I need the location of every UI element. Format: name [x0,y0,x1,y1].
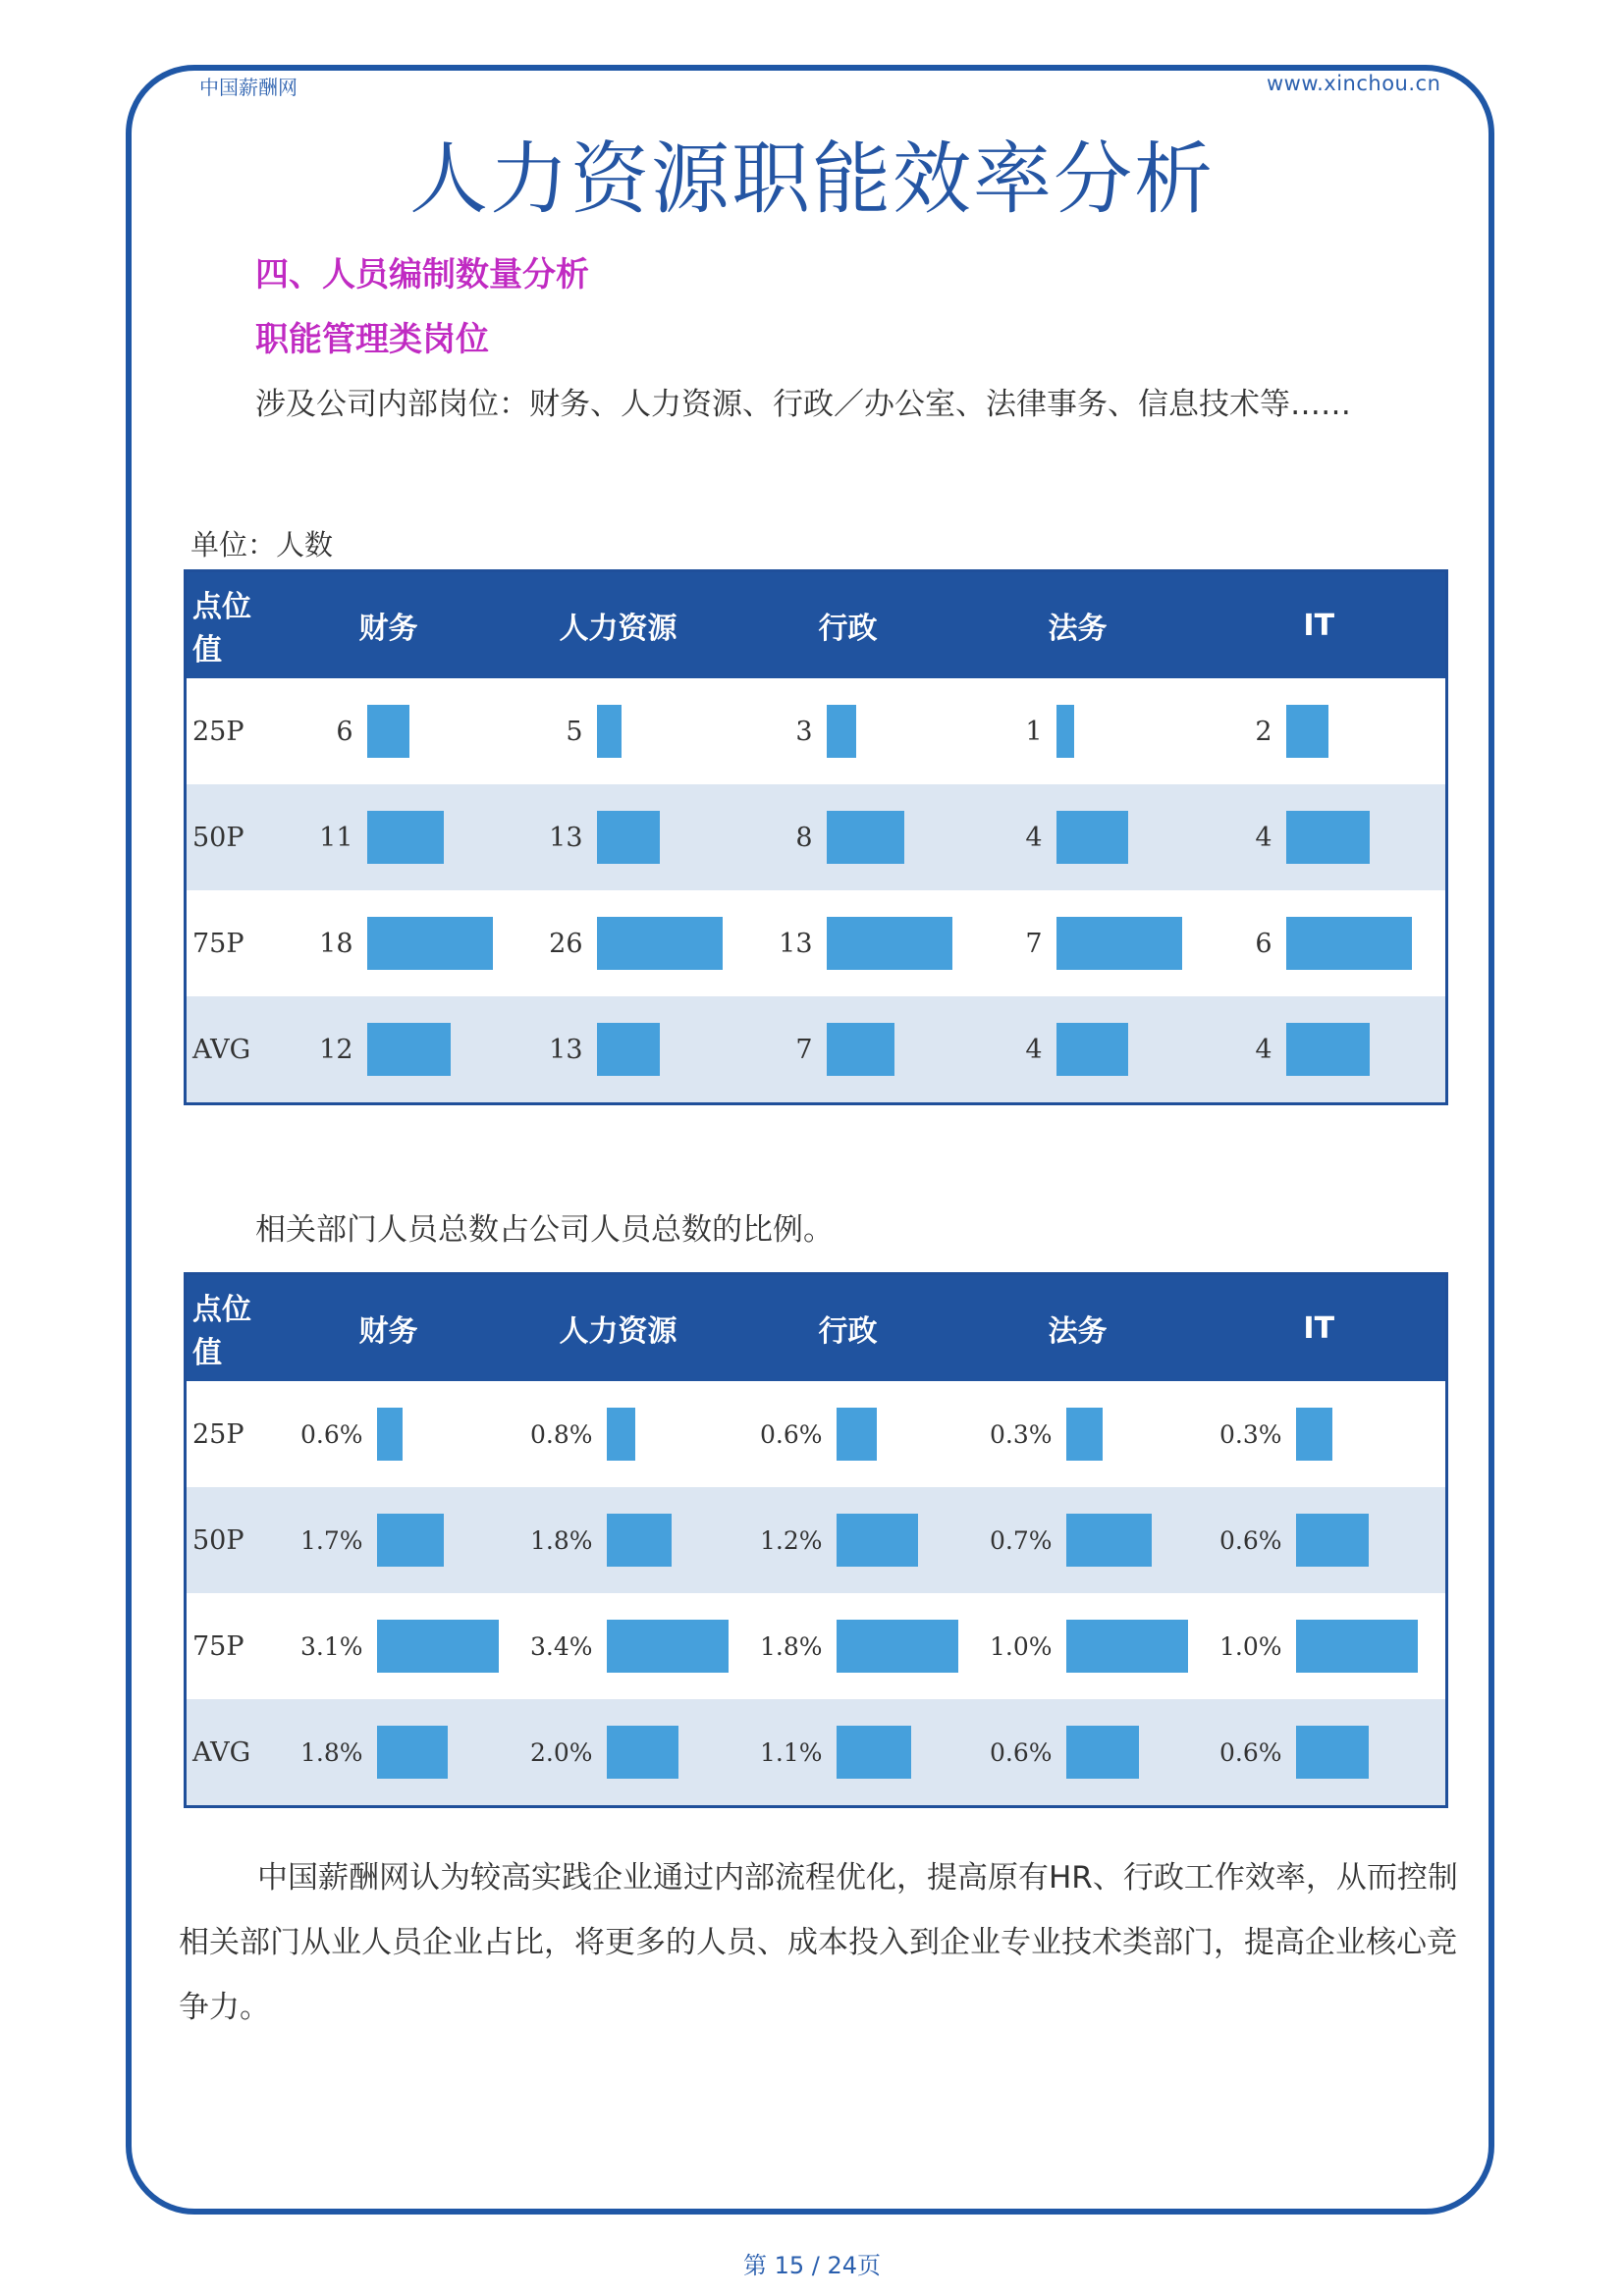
data-bar [1296,1620,1418,1673]
header-cell-2: 行政 [733,571,963,679]
cell-value: 2 [1255,716,1272,747]
data-bar [377,1620,499,1673]
cell-value: 0.3% [1218,1419,1282,1449]
cell-value: 1.8% [299,1737,363,1767]
data-cell [733,890,963,996]
row-label: 25P [186,1381,274,1487]
header-cell-2: 行政 [733,1274,963,1382]
data-bar [827,917,952,970]
data-cell [963,1381,1193,1487]
data-cell [504,890,733,996]
header-cell-point: 点位值 [186,571,274,679]
data-bar [597,917,723,970]
data-bar [837,1726,911,1779]
data-cell [504,1593,733,1699]
cell-value: 1.8% [529,1525,593,1555]
data-cell [1193,1487,1447,1593]
row-label: 50P [186,784,274,890]
data-bar [597,1023,660,1076]
row-label: 25P [186,678,274,784]
cell-value: 0.6% [1218,1737,1282,1767]
cell-value: 26 [549,928,583,959]
data-bar [1286,1023,1370,1076]
table-row [186,1381,1447,1487]
header-cell-3: 法务 [963,1274,1193,1382]
row-label: 75P [186,890,274,996]
data-bar [1296,1726,1369,1779]
data-bar [827,1023,894,1076]
data-cell [504,996,733,1104]
data-cell [1193,890,1447,996]
data-cell [504,1487,733,1593]
ratio-caption: 相关部门人员总数占公司人员总数的比例。 [255,1212,834,1248]
data-bar [1066,1726,1139,1779]
cell-value: 4 [1255,822,1272,853]
cell-value: 3.4% [529,1631,593,1661]
cell-value: 0.3% [989,1419,1053,1449]
row-label: AVG [186,1699,274,1807]
data-cell [733,784,963,890]
row-label: AVG [186,996,274,1104]
data-bar [1056,811,1128,864]
cell-value: 8 [795,822,813,853]
unit-label: 单位：人数 [190,528,334,561]
data-bar [607,1514,672,1567]
cell-value: 1.8% [759,1631,823,1661]
data-cell [733,1487,963,1593]
header-cell-4: IT [1193,571,1447,679]
data-bar [837,1620,958,1673]
data-bar [367,917,493,970]
data-cell [274,996,504,1104]
cell-value: 1.1% [759,1737,823,1767]
table-row [186,678,1447,784]
data-bar [597,705,622,758]
section-heading: 四、人员编制数量分析 [255,255,589,294]
data-cell [274,890,504,996]
data-bar [1286,705,1328,758]
site-url[interactable]: www.xinchou.cn [1267,72,1441,95]
data-bar [607,1726,678,1779]
cell-value: 13 [549,822,583,853]
cell-value: 2.0% [529,1737,593,1767]
data-cell [1193,1699,1447,1807]
cell-value: 3 [795,716,813,747]
table-header-row [186,1274,1447,1382]
data-bar [607,1620,729,1673]
cell-value: 4 [1025,822,1043,853]
cell-value: 7 [795,1034,813,1065]
table-row [186,1593,1447,1699]
cell-value: 0.6% [299,1419,363,1449]
data-cell [274,1593,504,1699]
table-row [186,996,1447,1104]
data-cell [963,1487,1193,1593]
data-cell [733,1593,963,1699]
data-bar [837,1514,918,1567]
data-cell [963,1593,1193,1699]
data-cell [1193,996,1447,1104]
cell-value: 1.0% [1218,1631,1282,1661]
data-bar [367,811,444,864]
data-bar [1286,811,1370,864]
cell-value: 0.6% [1218,1525,1282,1555]
data-bar [1296,1408,1332,1461]
table-row [186,890,1447,996]
row-label: 50P [186,1487,274,1593]
row-label: 75P [186,1593,274,1699]
data-cell [274,1381,504,1487]
header-cell-3: 法务 [963,571,1193,679]
cell-value: 0.8% [529,1419,593,1449]
data-bar [377,1514,444,1567]
cell-value: 6 [336,716,353,747]
data-cell [963,890,1193,996]
data-bar [1066,1514,1152,1567]
data-bar [377,1408,403,1461]
data-cell [963,784,1193,890]
conclusion-paragraph: 中国薪酬网认为较高实践企业通过内部流程优化，提高原有HR、行政工作效率，从而控制相关部门从业人员企业占比，将更多的人员、成本投入到企业专业技术类部门，提高企业核心竞争力。 [179,1860,1458,2025]
table-row [186,1699,1447,1807]
cell-value: 0.7% [989,1525,1053,1555]
data-cell [504,784,733,890]
header-cell-1: 人力资源 [504,1274,733,1382]
cell-value: 13 [549,1034,583,1065]
data-bar [1286,917,1412,970]
data-bar [1056,917,1182,970]
cell-value: 1 [1025,716,1043,747]
subheading: 职能管理类岗位 [255,320,489,359]
cell-value: 1.0% [989,1631,1053,1661]
data-bar [827,811,904,864]
page-title: 人力资源职能效率分析 [409,133,1215,225]
data-bar [597,811,660,864]
cell-value: 4 [1255,1034,1272,1065]
data-bar [1056,1023,1128,1076]
cell-value: 12 [319,1034,353,1065]
data-cell [1193,784,1447,890]
data-cell [733,996,963,1104]
cell-value: 18 [319,928,353,959]
cell-value: 4 [1025,1034,1043,1065]
cell-value: 3.1% [299,1631,363,1661]
data-cell [504,1381,733,1487]
data-cell [274,1699,504,1807]
data-cell [504,1699,733,1807]
cell-value: 1.7% [299,1525,363,1555]
cell-value: 0.6% [759,1419,823,1449]
data-bar [377,1726,448,1779]
cell-value: 5 [566,716,583,747]
data-cell [733,1699,963,1807]
data-bar [607,1408,635,1461]
ratio-table [184,1272,1448,1808]
data-cell [504,678,733,784]
data-cell [963,678,1193,784]
page-number: 第 15 / 24页 [742,2252,882,2279]
data-cell [274,784,504,890]
site-name: 中国薪酬网 [199,76,298,99]
cell-value: 6 [1255,928,1272,959]
table-row [186,784,1447,890]
data-cell [733,1381,963,1487]
data-cell [1193,1381,1447,1487]
cell-value: 1.2% [759,1525,823,1555]
cell-value: 13 [779,928,813,959]
data-cell [963,1699,1193,1807]
data-bar [367,705,409,758]
data-cell [1193,678,1447,784]
data-bar [1056,705,1074,758]
data-cell [274,1487,504,1593]
data-bar [1066,1408,1103,1461]
header-cell-1: 人力资源 [504,571,733,679]
headcount-table [184,569,1448,1105]
header-cell-0: 财务 [274,1274,504,1382]
header-cell-0: 财务 [274,571,504,679]
table-row [186,1487,1447,1593]
header-cell-4: IT [1193,1274,1447,1382]
data-cell [1193,1593,1447,1699]
cell-value: 0.6% [989,1737,1053,1767]
data-bar [1296,1514,1369,1567]
data-cell [963,996,1193,1104]
data-cell [733,678,963,784]
data-bar [827,705,856,758]
data-cell [274,678,504,784]
intro-text: 涉及公司内部岗位：财务、人力资源、行政／办公室、法律事务、信息技术等…… [255,387,1351,422]
header-cell-point: 点位值 [186,1274,274,1382]
cell-value: 7 [1025,928,1043,959]
cell-value: 11 [319,822,353,853]
data-bar [1066,1620,1188,1673]
data-bar [837,1408,877,1461]
table-header-row [186,571,1447,679]
data-bar [367,1023,451,1076]
